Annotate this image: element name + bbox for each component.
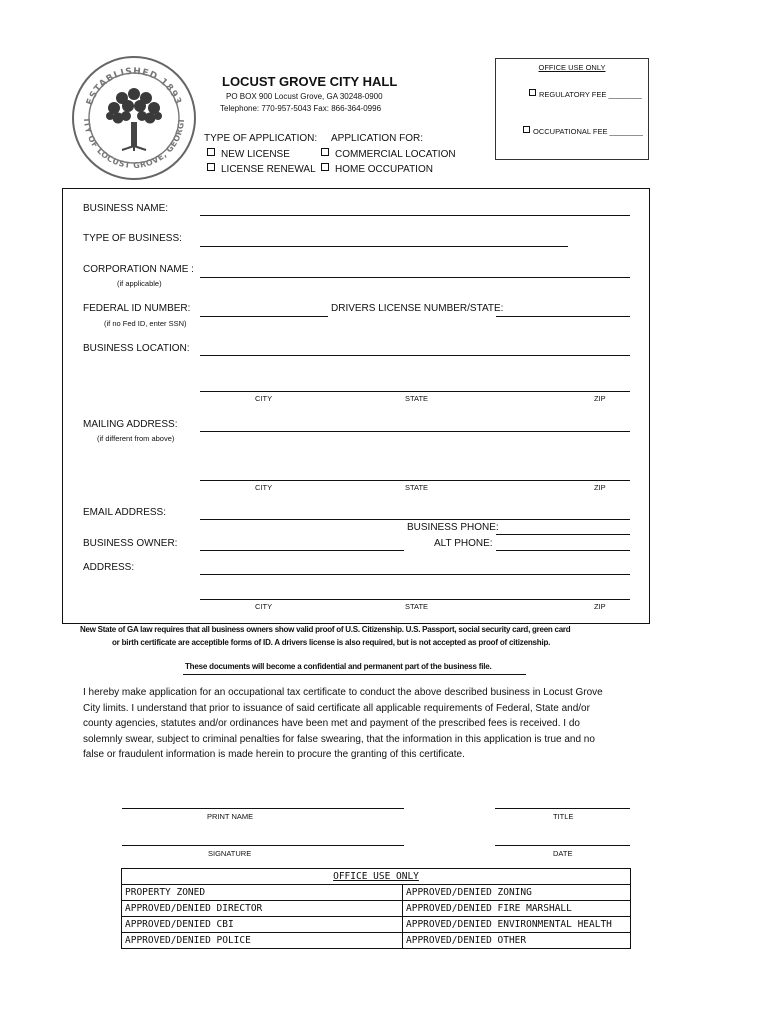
regulatory-fee-field[interactable]: REGULATORY FEE ________ (529, 89, 642, 99)
federal-id-label: FEDERAL ID NUMBER: (83, 303, 191, 314)
business-location-line2[interactable] (200, 391, 630, 392)
table-row (122, 885, 631, 901)
owner-city-label: CITY (255, 602, 273, 611)
new-license-checkbox[interactable] (207, 148, 215, 156)
notice-divider (183, 674, 526, 675)
drivers-license-label: DRIVERS LICENSE NUMBER/STATE: (331, 303, 504, 314)
office-use-title: OFFICE USE ONLY (538, 63, 606, 72)
if-applicable-note: (if applicable) (117, 279, 162, 288)
email-address-field[interactable] (200, 519, 630, 520)
alt-phone-label: ALT PHONE: (434, 538, 493, 549)
commercial-location-checkbox[interactable] (321, 148, 329, 156)
commercial-location-option[interactable]: COMMERCIAL LOCATION (321, 148, 456, 160)
owner-zip-label: ZIP (594, 602, 606, 611)
mailing-city-label: CITY (255, 483, 273, 492)
license-renewal-checkbox[interactable] (207, 163, 215, 171)
mailing-state-label: STATE (405, 483, 429, 492)
table-cell: APPROVED/DENIED FIRE MARSHALL (403, 901, 631, 917)
office-use-table (121, 868, 631, 949)
table-cell: APPROVED/DENIED OTHER (403, 933, 631, 949)
business-phone-label: BUSINESS PHONE: (407, 522, 499, 533)
city-phone: Telephone: 770-957-5043 Fax: 866-364-0996 (220, 104, 382, 113)
office-table-title: OFFICE USE ONLY (122, 869, 631, 885)
business-owner-field[interactable] (200, 550, 404, 551)
location-zip-label: ZIP (594, 394, 606, 403)
home-occupation-option[interactable]: HOME OCCUPATION (321, 163, 433, 175)
table-cell: PROPERTY ZONED (122, 885, 403, 901)
signature-label: SIGNATURE (208, 849, 252, 858)
application-for-heading: APPLICATION FOR: (331, 133, 424, 144)
drivers-license-field[interactable] (496, 316, 630, 317)
owner-address-line2[interactable] (200, 599, 630, 600)
occupational-fee-field[interactable]: OCCUPATIONAL FEE ________ (523, 126, 643, 136)
declaration-line: county agencies, statutes and/or ordinances have been met and payment of the prescribed fees is received. I do (83, 718, 580, 729)
city-seal (70, 54, 198, 182)
print-name-field[interactable] (122, 808, 404, 809)
table-cell: APPROVED/DENIED POLICE (122, 933, 403, 949)
table-row (122, 901, 631, 917)
table-cell: APPROVED/DENIED ZONING (403, 885, 631, 901)
owner-address-field[interactable] (200, 574, 630, 575)
citizenship-notice-line2: or birth certificate are acceptible forms of ID. A drivers license is also required, but is not accepted as proof of citizenship. (112, 638, 551, 647)
federal-id-field[interactable] (200, 316, 328, 317)
corporation-name-label: CORPORATION NAME : (83, 264, 194, 275)
confidential-notice: These documents will become a confidential and permanent part of the business file. (185, 662, 492, 671)
title-field[interactable] (495, 808, 630, 809)
business-name-field[interactable] (200, 215, 630, 216)
type-of-business-label: TYPE OF BUSINESS: (83, 233, 182, 244)
license-renewal-option[interactable]: LICENSE RENEWAL (207, 163, 316, 175)
date-field[interactable] (495, 845, 630, 846)
location-state-label: STATE (405, 394, 429, 403)
email-address-label: EMAIL ADDRESS: (83, 507, 166, 518)
business-name-label: BUSINESS NAME: (83, 203, 169, 214)
tree-seal-icon (70, 54, 198, 182)
corporation-name-field[interactable] (200, 277, 630, 278)
seal-bottom-text: ITY OF LOCUST GROVE, GEORGI (81, 118, 187, 171)
table-cell: APPROVED/DENIED ENVIRONMENTAL HEALTH (403, 917, 631, 933)
business-location-label: BUSINESS LOCATION: (83, 343, 190, 354)
table-row (122, 933, 631, 949)
table-cell: APPROVED/DENIED DIRECTOR (122, 901, 403, 917)
business-info-box (62, 188, 650, 624)
owner-state-label: STATE (405, 602, 429, 611)
svg-text:ESTABLISHED 1893 (85, 67, 183, 107)
location-city-label: CITY (255, 394, 273, 403)
occupational-fee-checkbox[interactable] (523, 126, 530, 133)
city-address: PO BOX 900 Locust Grove, GA 30248-0900 (226, 92, 383, 101)
seal-top-text: ESTABLISHED 1893 (85, 66, 183, 107)
office-use-box (495, 58, 649, 160)
business-phone-field[interactable] (496, 534, 630, 535)
page-title: LOCUST GROVE CITY HALL (222, 74, 398, 89)
declaration-line: City limits. I understand that prior to issuance of said certificate all applicable requirements of Federal, State and/or (83, 702, 590, 714)
title-label: TITLE (553, 812, 574, 821)
mailing-address-line2[interactable] (200, 480, 630, 481)
if-different-note: (if different from above) (97, 434, 175, 443)
mailing-zip-label: ZIP (594, 483, 606, 492)
application-type-heading: TYPE OF APPLICATION: (204, 133, 318, 144)
new-license-option[interactable]: NEW LICENSE (207, 148, 290, 160)
regulatory-fee-checkbox[interactable] (529, 89, 536, 96)
mailing-address-field[interactable] (200, 431, 630, 432)
business-owner-label: BUSINESS OWNER: (83, 538, 178, 549)
declaration-paragraph (83, 685, 643, 763)
declaration-line: false or fraudulent information is made herein to procure the granting of this certificate. (83, 749, 465, 760)
declaration-line: solemnly swear, subject to criminal penalties for false swearing, that the information in this application is true and no (83, 733, 595, 745)
table-cell: APPROVED/DENIED CBI (122, 917, 403, 933)
home-occupation-checkbox[interactable] (321, 163, 329, 171)
declaration-line: I hereby make application for an occupational tax certificate to conduct the above described business in Locust Grove (83, 687, 603, 698)
citizenship-notice-line1: New State of GA law requires that all business owners show valid proof of U.S. Citizenship. U.S. Passport, social security card, green card (80, 625, 571, 634)
alt-phone-field[interactable] (496, 550, 630, 551)
business-location-field[interactable] (200, 355, 630, 356)
print-name-label: PRINT NAME (207, 812, 254, 821)
mailing-address-label: MAILING ADDRESS: (83, 419, 178, 430)
owner-address-label: ADDRESS: (83, 562, 135, 573)
date-label: DATE (553, 849, 573, 858)
signature-field[interactable] (122, 845, 404, 846)
if-no-fed-id-note: (if no Fed ID, enter SSN) (104, 319, 187, 328)
table-row (122, 917, 631, 933)
type-of-business-field[interactable] (200, 246, 568, 247)
